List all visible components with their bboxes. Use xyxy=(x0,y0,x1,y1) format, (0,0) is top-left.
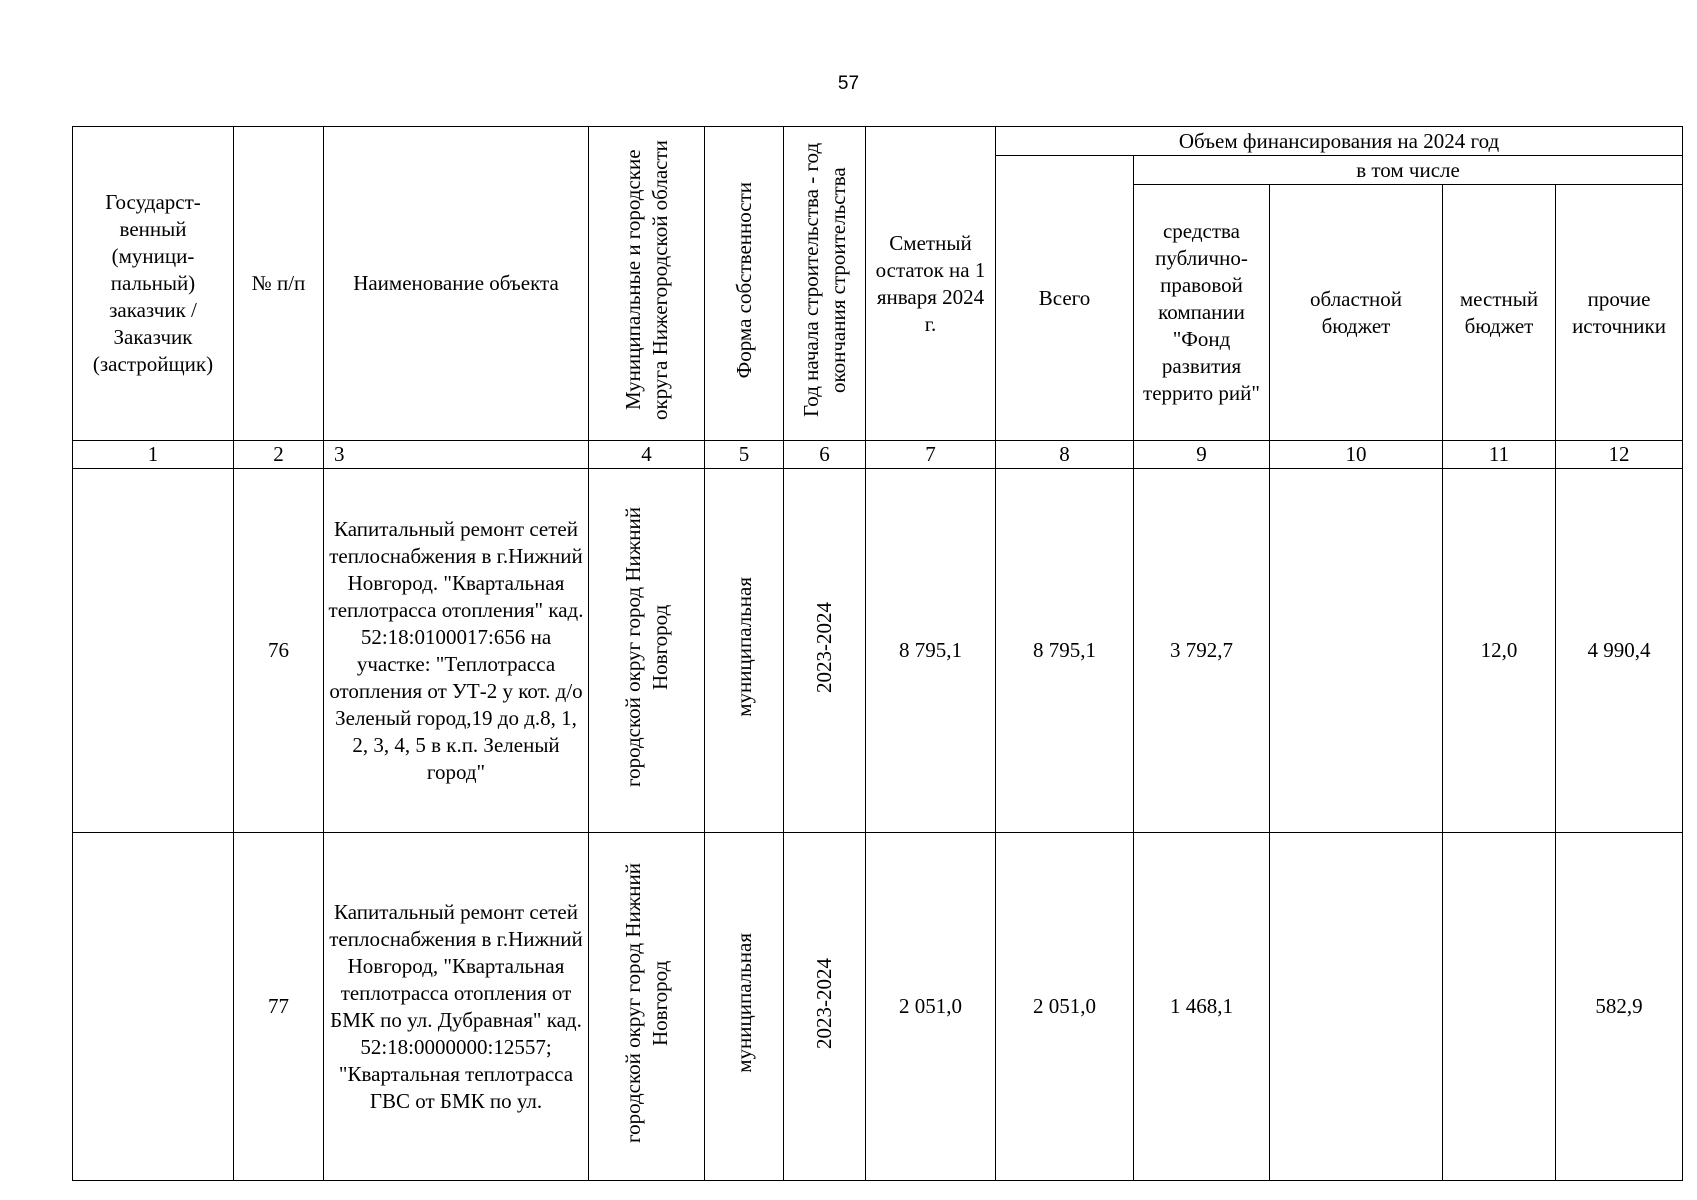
column-number: 1 xyxy=(73,441,234,469)
cell-municipality xyxy=(589,833,705,1181)
cell-fund: 1 468,1 xyxy=(1134,833,1270,1181)
column-number: 8 xyxy=(996,441,1134,469)
header-customer: Государст-венный (муници-пальный) заказчик / Заказчик (застройщик) xyxy=(73,127,234,441)
column-number: 5 xyxy=(705,441,784,469)
header-including: в том числе xyxy=(1134,156,1683,185)
cell-ownership xyxy=(705,833,784,1181)
cell-years-text: 2023-2024 xyxy=(812,601,836,693)
header-years xyxy=(784,127,866,441)
column-number: 10 xyxy=(1270,441,1443,469)
cell-total: 2 051,0 xyxy=(996,833,1134,1181)
column-number: 11 xyxy=(1443,441,1556,469)
cell-balance: 2 051,0 xyxy=(866,833,996,1181)
header-number: № п/п xyxy=(234,127,324,441)
page-number: 57 xyxy=(837,73,860,94)
cell-regional xyxy=(1270,833,1443,1181)
header-local: местный бюджет xyxy=(1443,185,1556,441)
column-number: 7 xyxy=(866,441,996,469)
cell-ownership-text: муниципальная xyxy=(731,933,756,1073)
column-number: 12 xyxy=(1556,441,1683,469)
column-number: 2 xyxy=(234,441,324,469)
cell-municipality xyxy=(589,469,705,833)
header-balance: Сметный остаток на 1 января 2024 г. xyxy=(866,127,996,441)
column-number: 6 xyxy=(784,441,866,469)
header-total: Всего xyxy=(996,156,1134,441)
cell-years xyxy=(784,833,866,1181)
header-municipality xyxy=(589,127,705,441)
column-number: 9 xyxy=(1134,441,1270,469)
cell-years xyxy=(784,469,866,833)
cell-other: 4 990,4 xyxy=(1556,469,1683,833)
cell-fund: 3 792,7 xyxy=(1134,469,1270,833)
cell-customer xyxy=(73,469,234,833)
column-number: 3 xyxy=(324,441,589,469)
cell-other: 582,9 xyxy=(1556,833,1683,1181)
header-ownership-text: Форма собственности xyxy=(731,181,756,379)
cell-object-name: Капитальный ремонт сетей теплоснабжения в г.Нижний Новгород. "Квартальная теплотрасса отопления" кад. 52:18:0100017:656 на участке: "Теплотрасса отопления от УТ-2 у кот. д/о Зеленый город,19 до д.8, 1, 2, 3, 4, 5 в к.п. Зеленый город" xyxy=(324,469,589,833)
cell-ownership-text: муниципальная xyxy=(731,577,756,717)
cell-municipality-text: городской округ город Нижний Новгород xyxy=(620,863,672,1143)
table-row xyxy=(73,469,1683,833)
cell-total: 8 795,1 xyxy=(996,469,1134,833)
financing-table xyxy=(72,126,1683,1181)
header-fund: средства публично-правовой компании "Фонд развития террито рий" xyxy=(1134,185,1270,441)
header-ownership xyxy=(705,127,784,441)
cell-balance: 8 795,1 xyxy=(866,469,996,833)
cell-local: 12,0 xyxy=(1443,469,1556,833)
header-years-text: Год начала строительства - год окончания строительства xyxy=(798,142,850,418)
cell-years-text: 2023-2024 xyxy=(812,957,836,1049)
cell-regional xyxy=(1270,469,1443,833)
column-number: 4 xyxy=(589,441,705,469)
cell-number: 77 xyxy=(234,833,324,1181)
cell-municipality-text: городской округ город Нижний Новгород xyxy=(620,507,672,787)
header-regional: областной бюджет xyxy=(1270,185,1443,441)
cell-local xyxy=(1443,833,1556,1181)
header-other: прочие источники xyxy=(1556,185,1683,441)
cell-customer xyxy=(73,833,234,1181)
table-row xyxy=(73,833,1683,1181)
header-object-name: Наименование объекта xyxy=(324,127,589,441)
cell-object-name: Капитальный ремонт сетей теплоснабжения в г.Нижний Новгород, "Квартальная теплотрасса отопления от БМК по ул. Дубравная" кад. 52:18:0000000:12557; "Квартальная теплотрасса ГВС от БМК по ул. xyxy=(324,833,589,1181)
cell-number: 76 xyxy=(234,469,324,833)
cell-ownership xyxy=(705,469,784,833)
header-funding-group: Объем финансирования на 2024 год xyxy=(996,127,1683,156)
header-municipality-text: Муниципальные и городские округа Нижегородской области xyxy=(620,140,672,420)
